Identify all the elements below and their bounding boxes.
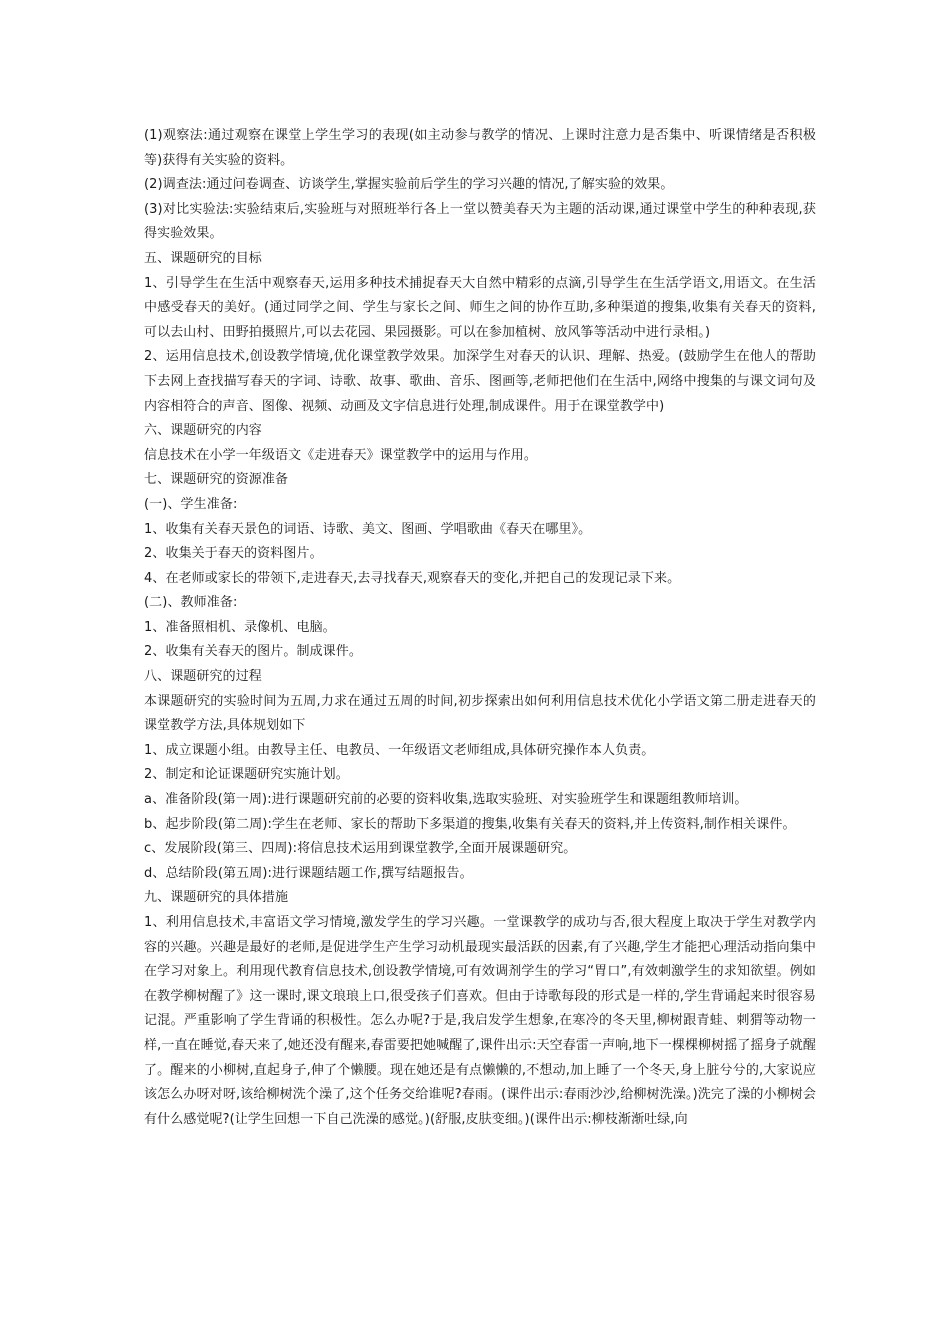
method-observation: (1)观察法:通过观察在课堂上学生学习的表现(如主动参与教学的情况、上课时注意力是否集中、听课情绪是否积极等)获得有关实验的资料。 [144, 128, 816, 168]
process-item-2: 2、制定和论证课题研究实施计划。 [144, 767, 349, 783]
phase-a: a、准备阶段(第一周):进行课题研究前的必要的资料收集,选取实验班、对实验班学生和课题组教师培训。 [144, 792, 748, 808]
process-intro: 本课题研究的实验时间为五周,力求在通过五周的时间,初步探索出如何利用信息技术优化小学语文第二册走进春天的课堂教学方法,具体规划如下 [144, 693, 816, 734]
section-heading-goals: 五、课题研究的目标 [144, 250, 262, 266]
method-survey: (2)调查法:通过问卷调查、访谈学生,掌握实验前后学生的学习兴趣的情况,了解实验的效果。 [144, 177, 674, 193]
subheading-teacher-prep: (二)、教师准备: [144, 595, 238, 611]
section-heading-measures: 九、课题研究的具体措施 [144, 890, 289, 906]
goal-item-2: 2、运用信息技术,创设教学情境,优化课堂教学效果。加深学生对春天的认识、理解、热爱。(鼓励学生在他人的帮助下去网上查找描写春天的字词、诗歌、故事、歌曲、音乐、图画等,老师把他们在生活中,网络中搜集的与课文词句及内容相符合的声音、图像、视频、动画及文字信息进行处理,制成课件。用于在课堂教学中) [144, 349, 816, 414]
phase-c: c、发展阶段(第三、四周):将信息技术运用到课堂教学,全面开展课题研究。 [144, 841, 577, 857]
measure-item-1: 1、利用信息技术,丰富语文学习情境,激发学生的学习兴趣。一堂课教学的成功与否,很大程度上取决于学生对教学内容的兴趣。兴趣是最好的老师,是促进学生产生学习动机最现实最活跃的因素,有了兴趣,学生才能把心理活动指向集中在学习对象上。利用现代教育信息技术,创设教学情境,可有效调剂学生的学习“胃口”,有效刺激学生的求知欲望。例如在教学柳树醒了》这一课时,课文琅琅上口,很受孩子们喜欢。但由于诗歌每段的形式是一样的,学生背诵起来时很容易记混。严重影响了学生背诵的积极性。怎么办呢?于是,我启发学生想象,在寒冷的冬天里,柳树跟青蛙、刺猬等动物一样,一直在睡觉,春天来了,她还没有醒来,春雷要把她喊醒了,课件出示:天空春雷一声响,地下一棵棵柳树摇了摇身子就醒了。醒来的小柳树,直起身子,伸了个懒腰。现在她还是有点懒懒的,不想动,加上睡了一个冬天,身上脏兮兮的,大家说应该怎么办呀对呀,该给柳树洗个澡了,这个任务交给谁呢?春雨。(课件出示:春雨沙沙,给柳树洗澡。)洗完了澡的小柳树会有什么感觉呢?(让学生回想一下自己洗澡的感觉。)(舒服,皮肤变细。)(课件出示:柳枝渐渐吐绿,向 [144, 915, 816, 1127]
subheading-student-prep: (一)、学生准备: [144, 496, 238, 512]
phase-d: d、总结阶段(第五周):进行课题结题工作,撰写结题报告。 [144, 865, 473, 881]
section-heading-content: 六、课题研究的内容 [144, 423, 262, 439]
section-heading-process: 八、课题研究的过程 [144, 669, 262, 685]
phase-b: b、起步阶段(第二周):学生在老师、家长的帮助下多渠道的搜集,收集有关春天的资料,并上传资料,制作相关课件。 [144, 816, 796, 832]
process-item-1: 1、成立课题小组。由教导主任、电教员、一年级语文老师组成,具体研究操作本人负责。 [144, 742, 655, 758]
teacher-prep-item-2: 2、收集有关春天的图片。制成课件。 [144, 644, 362, 660]
section-heading-resources: 七、课题研究的资源准备 [144, 472, 289, 488]
student-prep-item-1: 1、收集有关春天景色的词语、诗歌、美文、图画、学唱歌曲《春天在哪里》。 [144, 521, 592, 537]
content-text: 信息技术在小学一年级语文《走进春天》课堂教学中的运用与作用。 [144, 447, 538, 463]
student-prep-item-4: 4、在老师或家长的带领下,走进春天,去寻找春天,观察春天的变化,并把自己的发现记录下来。 [144, 570, 681, 586]
teacher-prep-item-1: 1、准备照相机、录像机、电脑。 [144, 619, 336, 635]
method-comparison: (3)对比实验法:实验结束后,实验班与对照班举行各上一堂以赞美春天为主题的活动课,通过课堂中学生的种种表现,获得实验效果。 [144, 201, 816, 242]
document-body [144, 124, 816, 1132]
goal-item-1: 1、引导学生在生活中观察春天,运用多种技术捕捉春天大自然中精彩的点滴,引导学生在生活学语文,用语文。在生活中感受春天的美好。(通过同学之间、学生与家长之间、师生之间的协作互助,多种渠道的搜集,收集有关春天的资料,可以去山村、田野拍摄照片,可以去花园、果园摄影。可以在参加植树、放风筝等活动中进行录相。) [144, 275, 816, 340]
student-prep-item-2: 2、收集关于春天的资料图片。 [144, 546, 323, 562]
